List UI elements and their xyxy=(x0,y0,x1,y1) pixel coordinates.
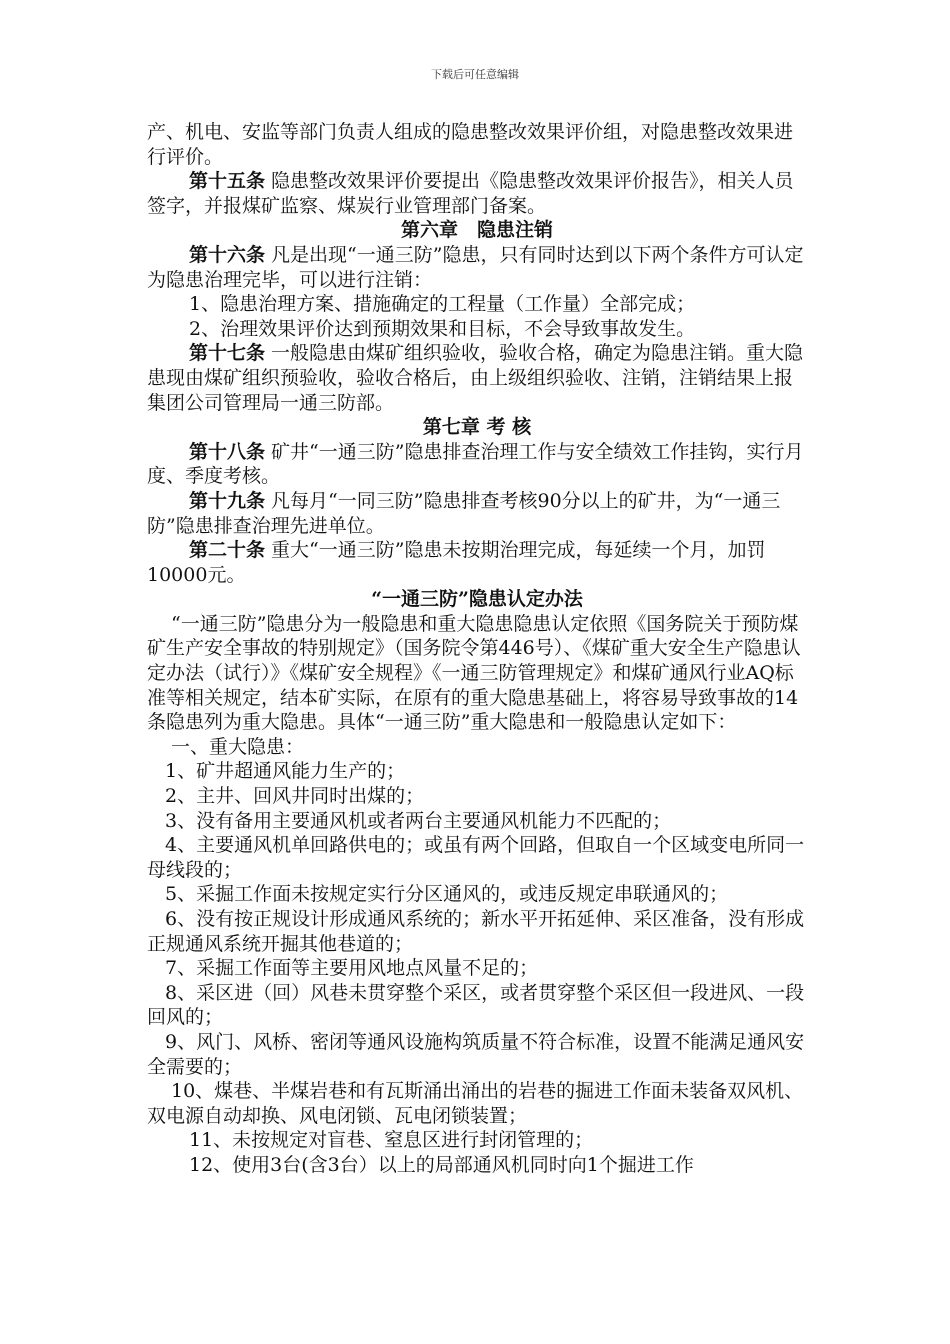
body-paragraph: 6、没有按正规设计形成通风系统的；新水平开拓延伸、采区准备，没有形成正规通风系统开掘其他巷道的； xyxy=(147,908,805,955)
article-paragraph xyxy=(147,341,807,415)
body-paragraph: 3、没有备用主要通风机或者两台主要通风机能力不匹配的； xyxy=(165,809,672,832)
chapter-heading: 第七章 考 核 xyxy=(422,416,532,439)
body-paragraph: 9、风门、风桥、密闭等通风设施构筑质量不符合标准，设置不能满足通风安全需要的； xyxy=(147,1030,805,1078)
chapter-heading: “一通三防”隐患认定办法 xyxy=(371,588,583,611)
body-paragraph: “一通三防”隐患分为一般隐患和重大隐患隐患认定依照《国务院关于预防煤矿生产安全事故的特别规定》（国务院令第446号）、《煤矿重大安全生产隐患认定办法（试行）》《煤矿安全规程》《一通三防管理规定》和煤矿通风行业AQ标准等相关规定，结本矿实际，在原有的重大隐患基础上，将容易导致事故的14条隐患列为重大隐患。具体“一通三防”重大隐患和一般隐患认定如下： xyxy=(147,612,801,734)
body-paragraph: 12、使用3台(含3台）以上的局部通风机同时向1个掘进工作 xyxy=(189,1153,694,1176)
body-paragraph: 11、未按规定对盲巷、窒息区进行封闭管理的； xyxy=(189,1129,594,1152)
article-text: 一般隐患由煤矿组织验收，验收合格，确定为隐患注销。重大隐患现由煤矿组织预验收，验收合格后，由上级组织验收、注销，注销结果上报集团公司管理局一通三防部。 xyxy=(147,342,804,414)
document-body xyxy=(147,120,807,1178)
body-paragraph: 一、重大隐患： xyxy=(171,735,305,758)
article-text: 凡是出现“一通三防”隐患，只有同时达到以下两个条件方可认定为隐患治理完毕，可以进行注销： xyxy=(147,243,804,291)
chapter-heading: 第六章 隐患注销 xyxy=(400,219,553,242)
body-paragraph: 1、矿井超通风能力生产的； xyxy=(165,760,406,783)
body-paragraph: 8、采区进（回）风巷未贯穿整个采区，或者贯穿整个采区但一段进风、一段回风的； xyxy=(147,981,805,1029)
body-paragraph: 2、主井、回风井同时出煤的； xyxy=(165,785,425,808)
article-text: 重大“一通三防”隐患未按期治理完成，每延续一个月，加罚10000元。 xyxy=(147,539,766,586)
article-text: 凡每月“一同三防”隐患排查考核90分以上的矿井，为“一通三防”隐患排查治理先进单位。 xyxy=(147,489,781,537)
page-header: 下载后可任意编辑 xyxy=(431,68,519,81)
article-label: 第十九条 xyxy=(189,489,266,512)
body-paragraph: 1、隐患治理方案、措施确定的工程量（工作量）全部完成； xyxy=(189,293,696,316)
article-text: 隐患整改效果评价要提出《隐患整改效果评价报告》，相关人员签字，并报煤矿监察、煤炭行业管理部门备案。 xyxy=(147,170,794,217)
body-paragraph: 10、煤巷、半煤岩巷和有瓦斯涌出涌出的岩巷的掘进工作面未装备双风机、双电源自动却换、风电闭锁、瓦电闭锁装置； xyxy=(147,1080,804,1127)
article-label: 第十八条 xyxy=(189,440,266,463)
body-paragraph: 产、机电、安监等部门负责人组成的隐患整改效果评价组，对隐患整改效果进行评价。 xyxy=(147,121,794,168)
body-paragraph: 7、采掘工作面等主要用风地点风量不足的； xyxy=(165,957,539,980)
article-paragraph xyxy=(147,440,807,489)
article-label: 第十七条 xyxy=(189,342,266,365)
article-label: 第十六条 xyxy=(189,243,266,266)
article-paragraph xyxy=(147,538,807,587)
article-label: 第二十条 xyxy=(189,539,266,562)
article-text: 矿井“一通三防”隐患排查治理工作与安全绩效工作挂钩，实行月度、季度考核。 xyxy=(147,440,804,488)
body-paragraph: 2、治理效果评价达到预期效果和目标，不会导致事故发生。 xyxy=(189,317,696,340)
body-paragraph: 4、主要通风机单回路供电的；或虽有两个回路，但取自一个区域变电所同一母线段的； xyxy=(147,834,805,881)
article-paragraph xyxy=(147,169,807,218)
article-paragraph xyxy=(147,243,807,292)
article-label: 第十五条 xyxy=(189,170,266,193)
body-paragraph: 5、采掘工作面未按规定实行分区通风的，或违反规定串联通风的； xyxy=(165,883,729,906)
article-paragraph xyxy=(147,489,807,538)
